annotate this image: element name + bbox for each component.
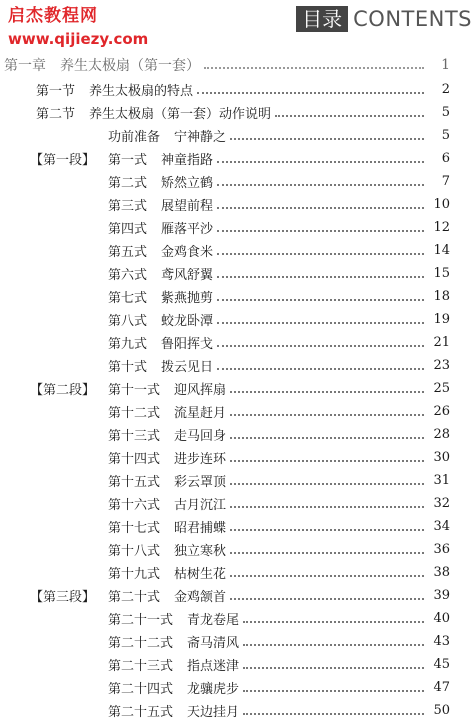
toc-entry-title: 矫然立鹤 (161, 176, 214, 191)
watermark (8, 6, 148, 49)
toc-entry-number: 第十二式 (108, 406, 161, 421)
toc-dot-leader (243, 667, 424, 669)
toc-entry-number: 第十五式 (108, 475, 161, 490)
header-title-cn: 目录 (296, 6, 348, 32)
toc-entry[interactable] (0, 607, 476, 630)
toc-entry-number: 第一节 (36, 84, 76, 99)
toc-dot-leader (230, 483, 424, 485)
toc-entry-title: 彩云罩顶 (174, 475, 227, 490)
toc-page-number: 12 (433, 220, 450, 235)
toc-section-label: 【第二段】 (30, 383, 96, 398)
toc-page-number: 15 (433, 266, 450, 281)
toc-entry-number: 第二十五式 (108, 705, 174, 720)
toc-entry[interactable] (0, 331, 476, 354)
toc-entry[interactable] (0, 52, 476, 78)
toc-entry-number: 第十八式 (108, 544, 161, 559)
toc-entry-title: 迎风挥扇 (174, 383, 227, 398)
toc-entry[interactable] (0, 538, 476, 561)
toc-entry-title: 养生太极扇（第一套）动作说明 (89, 107, 272, 122)
toc-entry-number: 第二十二式 (108, 636, 174, 651)
toc-dot-leader (230, 437, 424, 439)
toc-entry[interactable] (0, 699, 476, 722)
toc-page-number: 25 (433, 381, 450, 396)
toc-entry[interactable] (0, 584, 476, 607)
toc-entry-title: 拨云见日 (161, 360, 214, 375)
toc-entry-number: 第十六式 (108, 498, 161, 513)
toc-entry-title: 金鸡颔首 (174, 590, 227, 605)
toc-dot-leader (243, 644, 424, 646)
toc-entry[interactable] (0, 561, 476, 584)
toc-entry-title: 青龙卷尾 (187, 613, 240, 628)
toc-dot-leader (217, 345, 424, 347)
toc-list (0, 52, 476, 722)
toc-entry-title: 古月沉江 (174, 498, 227, 513)
toc-page-number: 38 (433, 565, 450, 580)
toc-entry-title: 独立寒秋 (174, 544, 227, 559)
toc-entry-number: 第九式 (108, 337, 148, 352)
toc-page-number: 19 (433, 312, 450, 327)
toc-dot-leader (217, 322, 424, 324)
contents-header (296, 6, 472, 32)
toc-entry[interactable] (0, 216, 476, 239)
toc-entry-number: 第十式 (108, 360, 148, 375)
toc-entry-title: 神童指路 (161, 153, 214, 168)
toc-page-number: 43 (433, 634, 450, 649)
toc-entry-number: 功前准备 (108, 130, 161, 145)
toc-page-number: 23 (433, 358, 450, 373)
toc-entry-number: 第一式 (108, 153, 148, 168)
toc-entry[interactable] (0, 239, 476, 262)
toc-entry-title: 天边挂月 (187, 705, 240, 720)
header-title-en: CONTENTS (353, 7, 472, 31)
toc-entry[interactable] (0, 492, 476, 515)
toc-entry[interactable] (0, 147, 476, 170)
toc-entry-title: 指点迷津 (187, 659, 240, 674)
toc-page-number: 32 (433, 496, 450, 511)
toc-entry[interactable] (0, 515, 476, 538)
toc-dot-leader (217, 161, 424, 163)
toc-entry-number: 第四式 (108, 222, 148, 237)
toc-entry-title: 紫燕抛剪 (161, 291, 214, 306)
toc-page-number: 30 (433, 450, 450, 465)
toc-entry[interactable] (0, 653, 476, 676)
toc-dot-leader (275, 115, 424, 117)
toc-page-number: 26 (433, 404, 450, 419)
toc-entry[interactable] (0, 630, 476, 653)
toc-entry[interactable] (0, 193, 476, 216)
toc-entry-number: 第七式 (108, 291, 148, 306)
toc-dot-leader (243, 713, 424, 715)
toc-page-number: 7 (441, 174, 450, 189)
toc-entry-title: 鲁阳挥戈 (161, 337, 214, 352)
watermark-url: www.qijiezy.com (8, 30, 149, 48)
toc-dot-leader (230, 506, 424, 508)
toc-dot-leader (230, 598, 424, 600)
toc-dot-leader (217, 299, 424, 301)
toc-entry[interactable] (0, 124, 476, 147)
toc-dot-leader (230, 138, 424, 140)
toc-entry[interactable] (0, 377, 476, 400)
toc-entry-title: 雁落平沙 (161, 222, 214, 237)
toc-entry[interactable] (0, 262, 476, 285)
toc-entry-title: 枯树生花 (174, 567, 227, 582)
toc-section-label: 【第三段】 (30, 590, 96, 605)
toc-page-number: 21 (433, 335, 450, 350)
toc-entry-number: 第二十式 (108, 590, 161, 605)
toc-page-number: 40 (433, 611, 450, 626)
toc-dot-leader (217, 184, 424, 186)
toc-dot-leader (217, 253, 424, 255)
toc-page-number: 6 (441, 151, 450, 166)
toc-section-label: 【第一段】 (30, 153, 96, 168)
toc-entry-number: 第二十三式 (108, 659, 174, 674)
watermark-site-name: 启杰教程网 (8, 6, 98, 26)
toc-dot-leader (217, 207, 424, 209)
toc-page-number: 18 (433, 289, 450, 304)
toc-entry[interactable] (0, 285, 476, 308)
toc-page-number: 5 (441, 128, 450, 143)
toc-page-number: 31 (433, 473, 450, 488)
toc-entry-number: 第十四式 (108, 452, 161, 467)
toc-page-number: 47 (433, 680, 450, 695)
toc-dot-leader (204, 67, 424, 69)
toc-page-number: 14 (433, 243, 450, 258)
toc-entry-title: 鸢风舒翼 (161, 268, 214, 283)
toc-dot-leader (243, 690, 424, 692)
toc-entry-number: 第十一式 (108, 383, 161, 398)
toc-page-number: 36 (433, 542, 450, 557)
toc-entry-number: 第十七式 (108, 521, 161, 536)
toc-page-number: 10 (433, 197, 450, 212)
toc-dot-leader (230, 414, 424, 416)
toc-page-number: 50 (433, 703, 450, 718)
toc-entry-title: 养生太极扇的特点 (89, 84, 194, 99)
toc-entry[interactable] (0, 446, 476, 469)
toc-entry-number: 第二式 (108, 176, 148, 191)
toc-entry-number: 第十九式 (108, 567, 161, 582)
toc-entry-number: 第五式 (108, 245, 148, 260)
toc-entry-number: 第六式 (108, 268, 148, 283)
toc-entry[interactable] (0, 423, 476, 446)
toc-entry-title: 龙骧虎步 (187, 682, 240, 697)
toc-entry[interactable] (0, 400, 476, 423)
toc-entry[interactable] (0, 354, 476, 377)
toc-page-number: 1 (441, 57, 450, 73)
toc-page-number: 39 (433, 588, 450, 603)
toc-entry-title: 昭君捕蝶 (174, 521, 227, 536)
toc-dot-leader (230, 575, 424, 577)
toc-entry-title: 宁神静之 (174, 130, 227, 145)
toc-dot-leader (230, 391, 424, 393)
toc-entry-number: 第二十四式 (108, 682, 174, 697)
toc-page-number: 45 (433, 657, 450, 672)
toc-page-number: 2 (441, 82, 450, 97)
toc-entry-title: 展望前程 (161, 199, 214, 214)
toc-entry[interactable] (0, 469, 476, 492)
toc-entry[interactable] (0, 78, 476, 101)
toc-entry-title: 蛟龙卧潭 (161, 314, 214, 329)
toc-page-number: 5 (441, 105, 450, 120)
toc-entry-title: 斋马清风 (187, 636, 240, 651)
toc-entry-number: 第三式 (108, 199, 148, 214)
toc-entry-title: 走马回身 (174, 429, 227, 444)
toc-entry-title: 养生太极扇（第一套） (60, 58, 200, 74)
toc-dot-leader (197, 92, 424, 94)
toc-entry-number: 第二节 (36, 107, 76, 122)
toc-entry[interactable] (0, 101, 476, 124)
toc-dot-leader (217, 230, 424, 232)
toc-entry-title: 流星赶月 (174, 406, 227, 421)
toc-dot-leader (230, 460, 424, 462)
toc-entry-number: 第八式 (108, 314, 148, 329)
toc-dot-leader (217, 368, 424, 370)
toc-entry-number: 第十三式 (108, 429, 161, 444)
toc-entry-number: 第一章 (4, 58, 46, 74)
toc-dot-leader (230, 552, 424, 554)
toc-entry[interactable] (0, 308, 476, 331)
toc-dot-leader (230, 529, 424, 531)
toc-dot-leader (217, 276, 424, 278)
toc-entry-title: 金鸡食米 (161, 245, 214, 260)
toc-dot-leader (243, 621, 424, 623)
toc-page-number: 28 (433, 427, 450, 442)
toc-entry-number: 第二十一式 (108, 613, 174, 628)
toc-page-number: 34 (433, 519, 450, 534)
toc-entry[interactable] (0, 170, 476, 193)
toc-entry-title: 进步连环 (174, 452, 227, 467)
